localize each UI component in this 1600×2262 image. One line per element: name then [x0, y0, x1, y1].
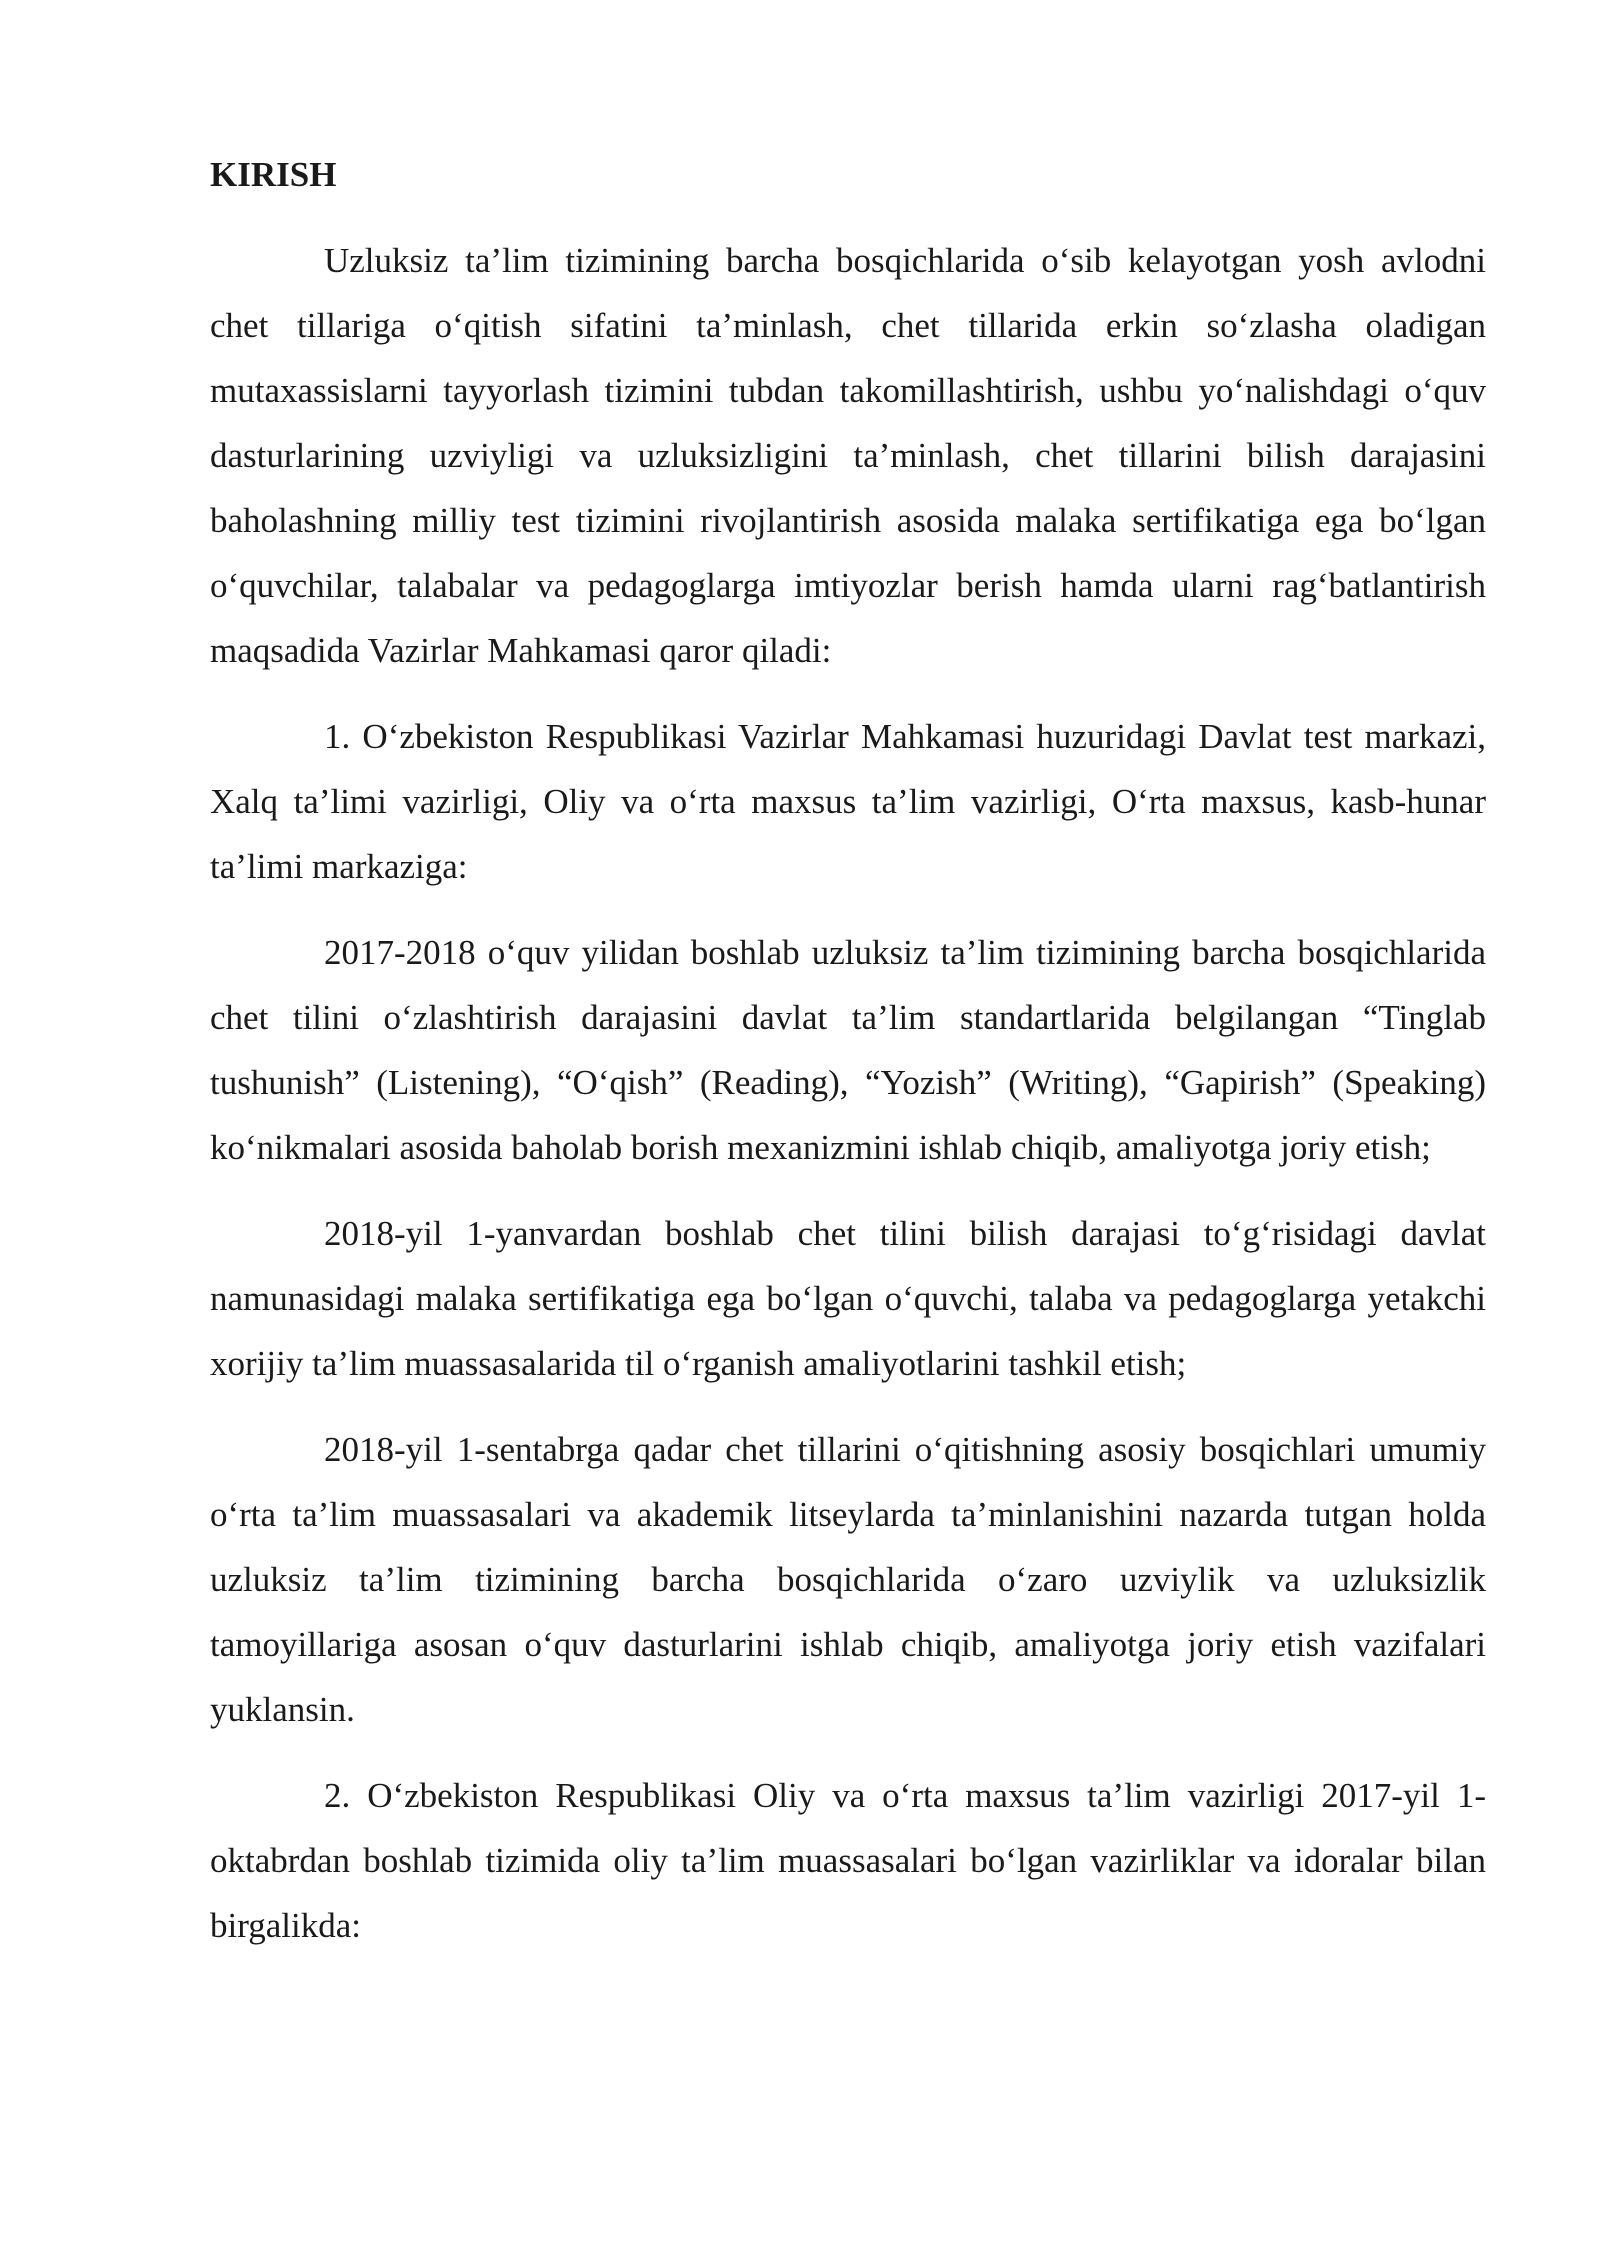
document-body [210, 150, 1486, 1979]
paragraph-subitem-practice: 2018-yil 1-yanvardan boshlab chet tilini bilish darajasi to‘g‘risidagi davlat namunasidagi malaka sertifikatiga ega bo‘lgan o‘quvchi, talaba va pedagoglarga yetakchi xorijiy ta’lim muassasalarida til o‘rganish amaliyotlarini tashkil etish; [210, 1214, 1486, 1383]
paragraph-item-2: 2. O‘zbekiston Respublikasi Oliy va o‘rta maxsus ta’lim vazirligi 2017-yil 1-oktabrdan boshlab tizimida oliy ta’lim muassasalari bo‘lgan vazirliklar va idoralar bilan birgalikda: [210, 1776, 1486, 1945]
paragraph-subitem-curricula: 2018-yil 1-sentabrga qadar chet tillarini o‘qitishning asosiy bosqichlari umumiy o‘rta ta’lim muassasalari va akademik litseylarda ta’minlanishini nazarda tutgan holda uzluksiz ta’lim tizimining barcha bosqichlarida o‘zaro uzviylik va uzluksizlik tamoyillariga asosan o‘quv dasturlarini ishlab chiqib, amaliyotga joriy etish vazifalari yuklansin. [210, 1430, 1486, 1729]
paragraph-subitem-assessment: 2017-2018 o‘quv yilidan boshlab uzluksiz ta’lim tizimining barcha bosqichlarida chet tilini o‘zlashtirish darajasini davlat ta’lim standartlarida belgilangan “Tinglab tushunish” (Listening), “O‘qish” (Reading), “Yozish” (Writing), “Gapirish” (Speaking) ko‘nikmalari asosida baholab borish mexanizmini ishlab chiqib, amaliyotga joriy etish; [210, 933, 1486, 1167]
paragraph-intro: Uzluksiz ta’lim tizimining barcha bosqichlarida o‘sib kelayotgan yosh avlodni chet tillariga o‘qitish sifatini ta’minlash, chet tillarida erkin so‘zlasha oladigan mutaxassislarni tayyorlash tizimini tubdan takomillashtirish, ushbu yo‘nalishdagi o‘quv dasturlarining uzviyligi va uzluksizligini ta’minlash, chet tillarini bilish darajasini baholashning milliy test tizimini rivojlantirish asosida malaka sertifikatiga ega bo‘lgan o‘quvchilar, talabalar va pedagoglarga imtiyozlar berish hamda ularni rag‘batlantirish maqsadida Vazirlar Mahkamasi qaror qiladi: [210, 241, 1486, 670]
paragraph-item-1: 1. O‘zbekiston Respublikasi Vazirlar Mahkamasi huzuridagi Davlat test markazi, Xalq ta’limi vazirligi, Oliy va o‘rta maxsus ta’lim vazirligi, O‘rta maxsus, kasb-hunar ta’limi markaziga: [210, 717, 1486, 886]
section-heading: KIRISH [210, 155, 337, 194]
